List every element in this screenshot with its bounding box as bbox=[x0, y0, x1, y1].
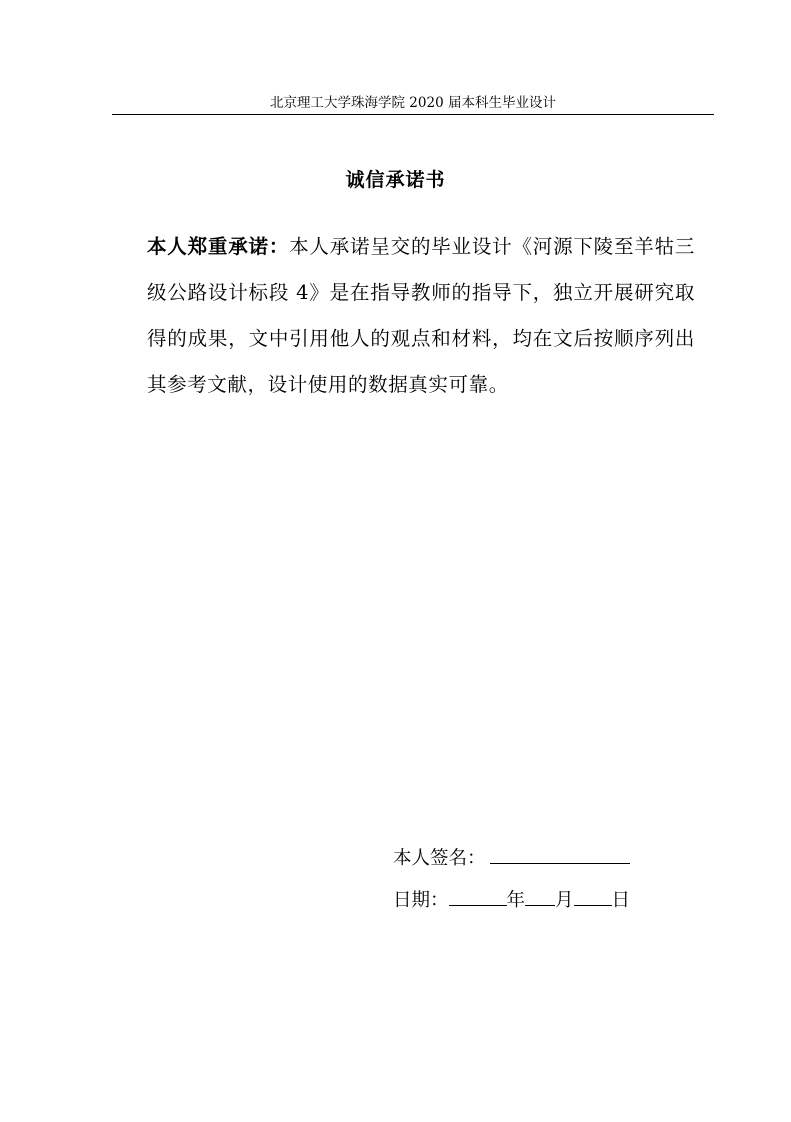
signature-row bbox=[393, 843, 630, 873]
page-header bbox=[112, 92, 714, 115]
statement-lead: 本人郑重承诺： bbox=[147, 235, 290, 258]
day-blank[interactable] bbox=[574, 885, 612, 906]
date-label: 日期： bbox=[393, 890, 449, 911]
signature-blank[interactable] bbox=[490, 843, 630, 864]
year-label: 年 bbox=[506, 890, 526, 911]
signature-label: 本人签名： bbox=[393, 848, 486, 869]
year-blank[interactable] bbox=[449, 885, 507, 906]
statement-text: 本人承诺呈交的毕业设计《河源下陵至羊牯三级公路设计标段 4》是在指导教师的指导下，独立开展研究取得的成果，文中引用他人的观点和材料，均在文后按顺序列出其参考文献，设计使用的数据真实可靠。 bbox=[147, 235, 695, 396]
page-title: 诚信承诺书 bbox=[345, 169, 446, 191]
date-row bbox=[393, 885, 630, 915]
month-blank[interactable] bbox=[525, 885, 555, 906]
month-label: 月 bbox=[555, 890, 574, 911]
header-text: 北京理工大学珠海学院 2020 届本科生毕业设计 bbox=[270, 95, 556, 111]
statement-paragraph bbox=[147, 224, 695, 408]
day-label: 日 bbox=[611, 890, 631, 911]
